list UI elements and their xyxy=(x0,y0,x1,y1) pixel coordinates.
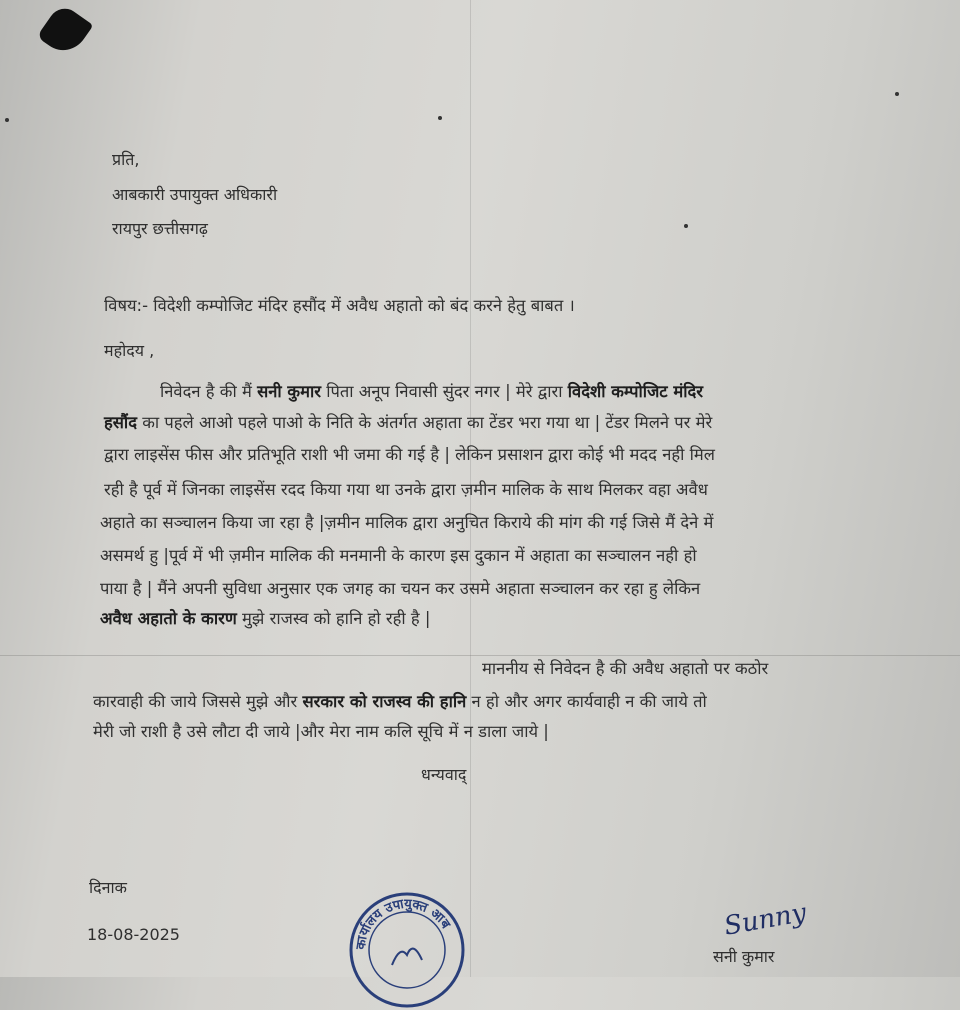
para1-line5: अहाते का सञ्चालन किया जा रहा है |ज़मीन मालिक द्वारा अनुचित किराये की मांग की गई जिसे मैं देने में xyxy=(100,513,714,532)
closing: धन्यवाद् xyxy=(421,765,467,784)
address-officer: आबकारी उपायुक्त अधिकारी xyxy=(112,185,278,204)
speck xyxy=(438,116,442,120)
para1-line2 xyxy=(104,410,712,433)
para1-line7: पाया है | मैंने अपनी सुविधा अनुसार एक जगह का चयन कर उसमे अहाता सञ्चालन कर रहा हु लेकिन xyxy=(100,579,701,598)
date-label: दिनाक xyxy=(89,878,127,897)
salutation: महोदय , xyxy=(104,341,155,360)
para2-line2 xyxy=(93,689,707,712)
text-bold: अवैध अहातो के कारण xyxy=(100,609,237,628)
date-value: 18-08-2025 xyxy=(87,925,180,944)
address-to: प्रति, xyxy=(112,150,140,169)
para1-line1 xyxy=(160,379,703,402)
speck xyxy=(5,118,9,122)
seal-text: कार्यालय उपायुक्त आब xyxy=(353,896,453,951)
text: का पहले आओ पहले पाओ के निति के अंतर्गत अहाता का टेंडर भरा गया था | टेंडर मिलने पर मेरे xyxy=(136,413,713,432)
subject-line: विषय:- विदेशी कम्पोजिट मंदिर हसौंद में अवैध अहातो को बंद करने हेतु बाबत । xyxy=(104,296,575,315)
speck xyxy=(895,92,899,96)
text: न हो और अगर कार्यवाही न की जाये तो xyxy=(466,692,707,711)
speck xyxy=(684,224,688,228)
text: निवेदन है की मैं xyxy=(160,382,258,401)
para2-line1: माननीय से निवेदन है की अवैध अहातो पर कठोर xyxy=(482,659,769,678)
para1-line6: असमर्थ हु |पूर्व में भी ज़मीन मालिक की मनमानी के कारण इस दुकान में अहाता का सञ्चालन नही हो xyxy=(100,546,697,565)
office-seal xyxy=(347,890,467,1010)
shop-name: हसौंद xyxy=(104,413,137,432)
signature-scribble-text: Sunny xyxy=(721,897,809,942)
para1-line8 xyxy=(100,606,431,629)
text: कारवाही की जाये जिससे मुझे और xyxy=(93,692,303,711)
sender-name: सनी कुमार xyxy=(257,382,321,401)
address-place: रायपुर छत्तीसगढ़ xyxy=(112,219,208,238)
signatory-name: सनी कुमार xyxy=(713,947,775,966)
para2-line3: मेरी जो राशी है उसे लौटा दी जाये |और मेरा नाम कलि सूचि में न डाला जाये | xyxy=(93,722,549,741)
signature-scribble xyxy=(720,895,820,945)
paper-crease xyxy=(0,655,960,656)
text: मुझे राजस्व को हानि हो रही है | xyxy=(236,609,431,628)
text: पिता अनूप निवासी सुंदर नगर | मेरे द्वारा xyxy=(320,382,568,401)
para1-line4: रही है पूर्व में जिनका लाइसेंस रदद किया गया था उनके द्वारा ज़मीन मालिक के साथ मिलकर वहा अवैध xyxy=(104,480,708,499)
para1-line3: द्वारा लाइसेंस फीस और प्रतिभूति राशी भी जमा की गई है | लेकिन प्रसाशन द्वारा कोई भी मदद नही मिल xyxy=(104,445,715,464)
ink-stain xyxy=(37,2,94,59)
text-bold: सरकार को राजस्व की हानि xyxy=(302,692,467,711)
shop-name: विदेशी कम्पोजिट मंदिर xyxy=(567,382,704,401)
